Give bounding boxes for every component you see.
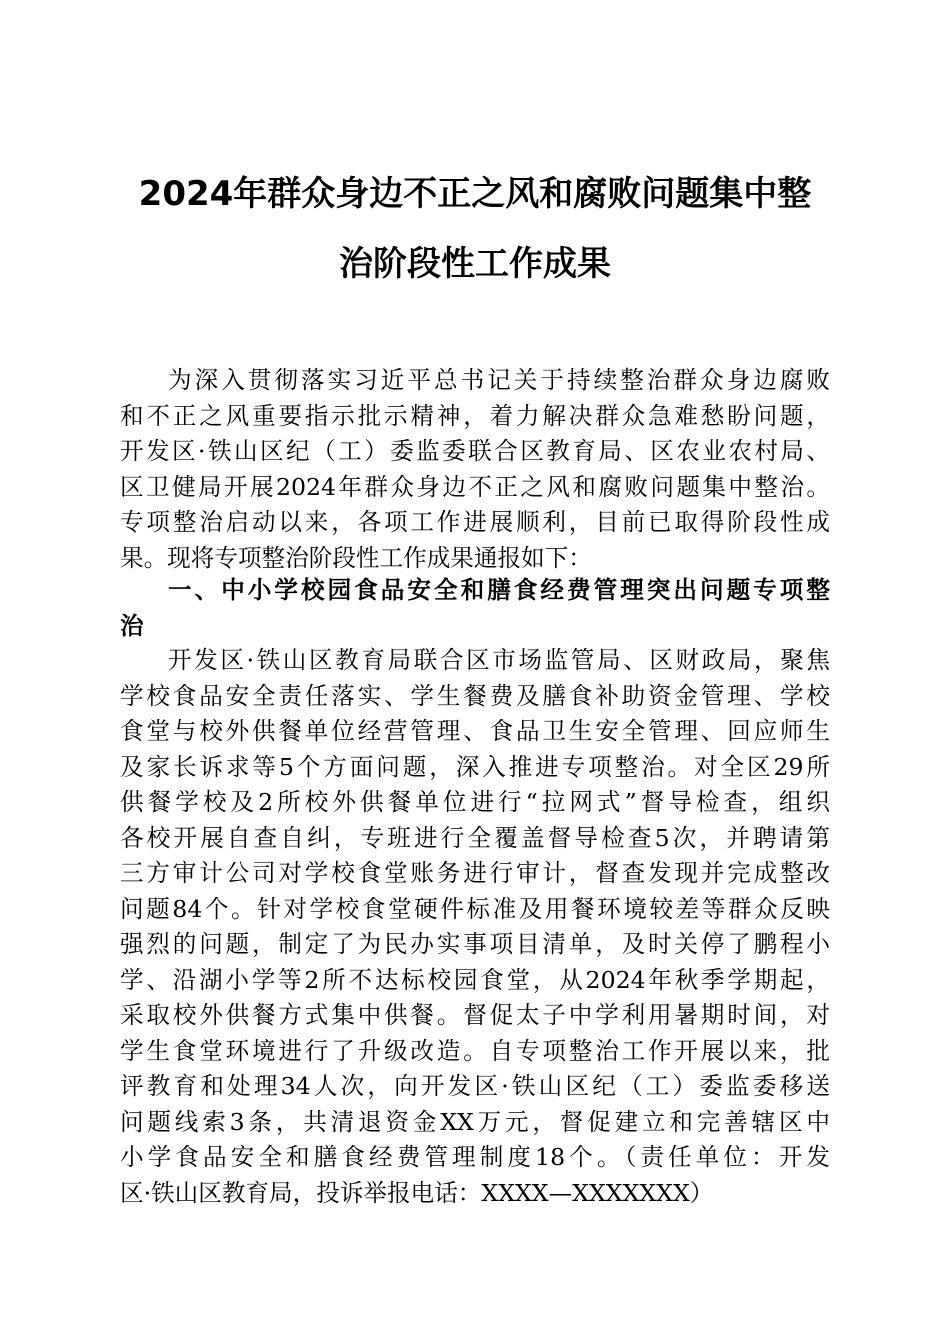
section1-paragraph: [120, 643, 830, 1211]
section1-line: 食堂与校外供餐单位经营管理、食品卫生安全管理、回应师生: [120, 717, 830, 745]
section1-line: 及家长诉求等5个方面问题，深入推进专项整治。对全区29所: [120, 752, 830, 781]
document-title-line-1: 2024年群众身边不正之风和腐败问题集中整: [138, 174, 812, 214]
section1-line: 小学食品安全和膳食经费管理制度18个。（责任单位：开发: [120, 1143, 830, 1171]
section1-line: 采取校外供餐方式集中供餐。督促太子中学利用暑期时间，对: [120, 1001, 830, 1029]
intro-line: 开发区·铁山区纪（工）委监委联合区教育局、区农业农村局、: [120, 437, 830, 465]
intro-line: 和不正之风重要指示批示精神，着力解决群众急难愁盼问题，: [120, 401, 830, 430]
section1-line: 学、沿湖小学等2所不达标校园食堂，从2024年秋季学期起，: [120, 965, 830, 994]
intro-line: 专项整治启动以来，各项工作进展顺利，目前已取得阶段性成: [120, 508, 830, 536]
intro-line: 果。现将专项整治阶段性工作成果通报如下：: [120, 543, 592, 572]
section1-line: 强烈的问题，制定了为民办实事项目清单，及时关停了鹏程小: [120, 930, 830, 958]
section1-heading: [120, 573, 830, 644]
section1-line: 问题线索3条，共清退资金XX万元，督促建立和完善辖区中: [120, 1107, 830, 1136]
document-title-line-2: 治阶段性工作成果: [339, 244, 611, 284]
section1-line: 开发区·铁山区教育局联合区市场监管局、区财政局，聚焦: [168, 646, 830, 674]
section1-line: 供餐学校及2所校外供餐单位进行“拉网式”督导检查，组织: [120, 788, 830, 816]
section1-line: 评教育和处理34人次，向开发区·铁山区纪（工）委监委移送: [120, 1072, 830, 1100]
section1-line: 学校食品安全责任落实、学生餐费及膳食补助资金管理、学校: [120, 681, 830, 710]
section1-line: 学生食堂环境进行了升级改造。自专项整治工作开展以来，批: [120, 1036, 830, 1065]
intro-paragraph: [120, 363, 830, 576]
section1-heading-line: 一、中小学校园食品安全和膳食经费管理突出问题专项整: [168, 576, 830, 604]
section1-line: 区·铁山区教育局，投诉举报电话：XXXX—XXXXXXX）: [120, 1178, 714, 1207]
section1-line: 各校开展自查自纠，专班进行全覆盖督导检查5次，并聘请第: [120, 823, 830, 852]
section1-line: 三方审计公司对学校食堂账务进行审计，督查发现并完成整改: [120, 859, 830, 887]
intro-line: 区卫健局开展2024年群众身边不正之风和腐败问题集中整治。: [120, 472, 830, 501]
section1-heading-line: 治: [120, 611, 144, 640]
section1-line: 问题84个。针对学校食堂硬件标准及用餐环境较差等群众反映: [120, 894, 830, 923]
intro-line: 为深入贯彻落实习近平总书记关于持续整治群众身边腐败: [168, 366, 830, 394]
